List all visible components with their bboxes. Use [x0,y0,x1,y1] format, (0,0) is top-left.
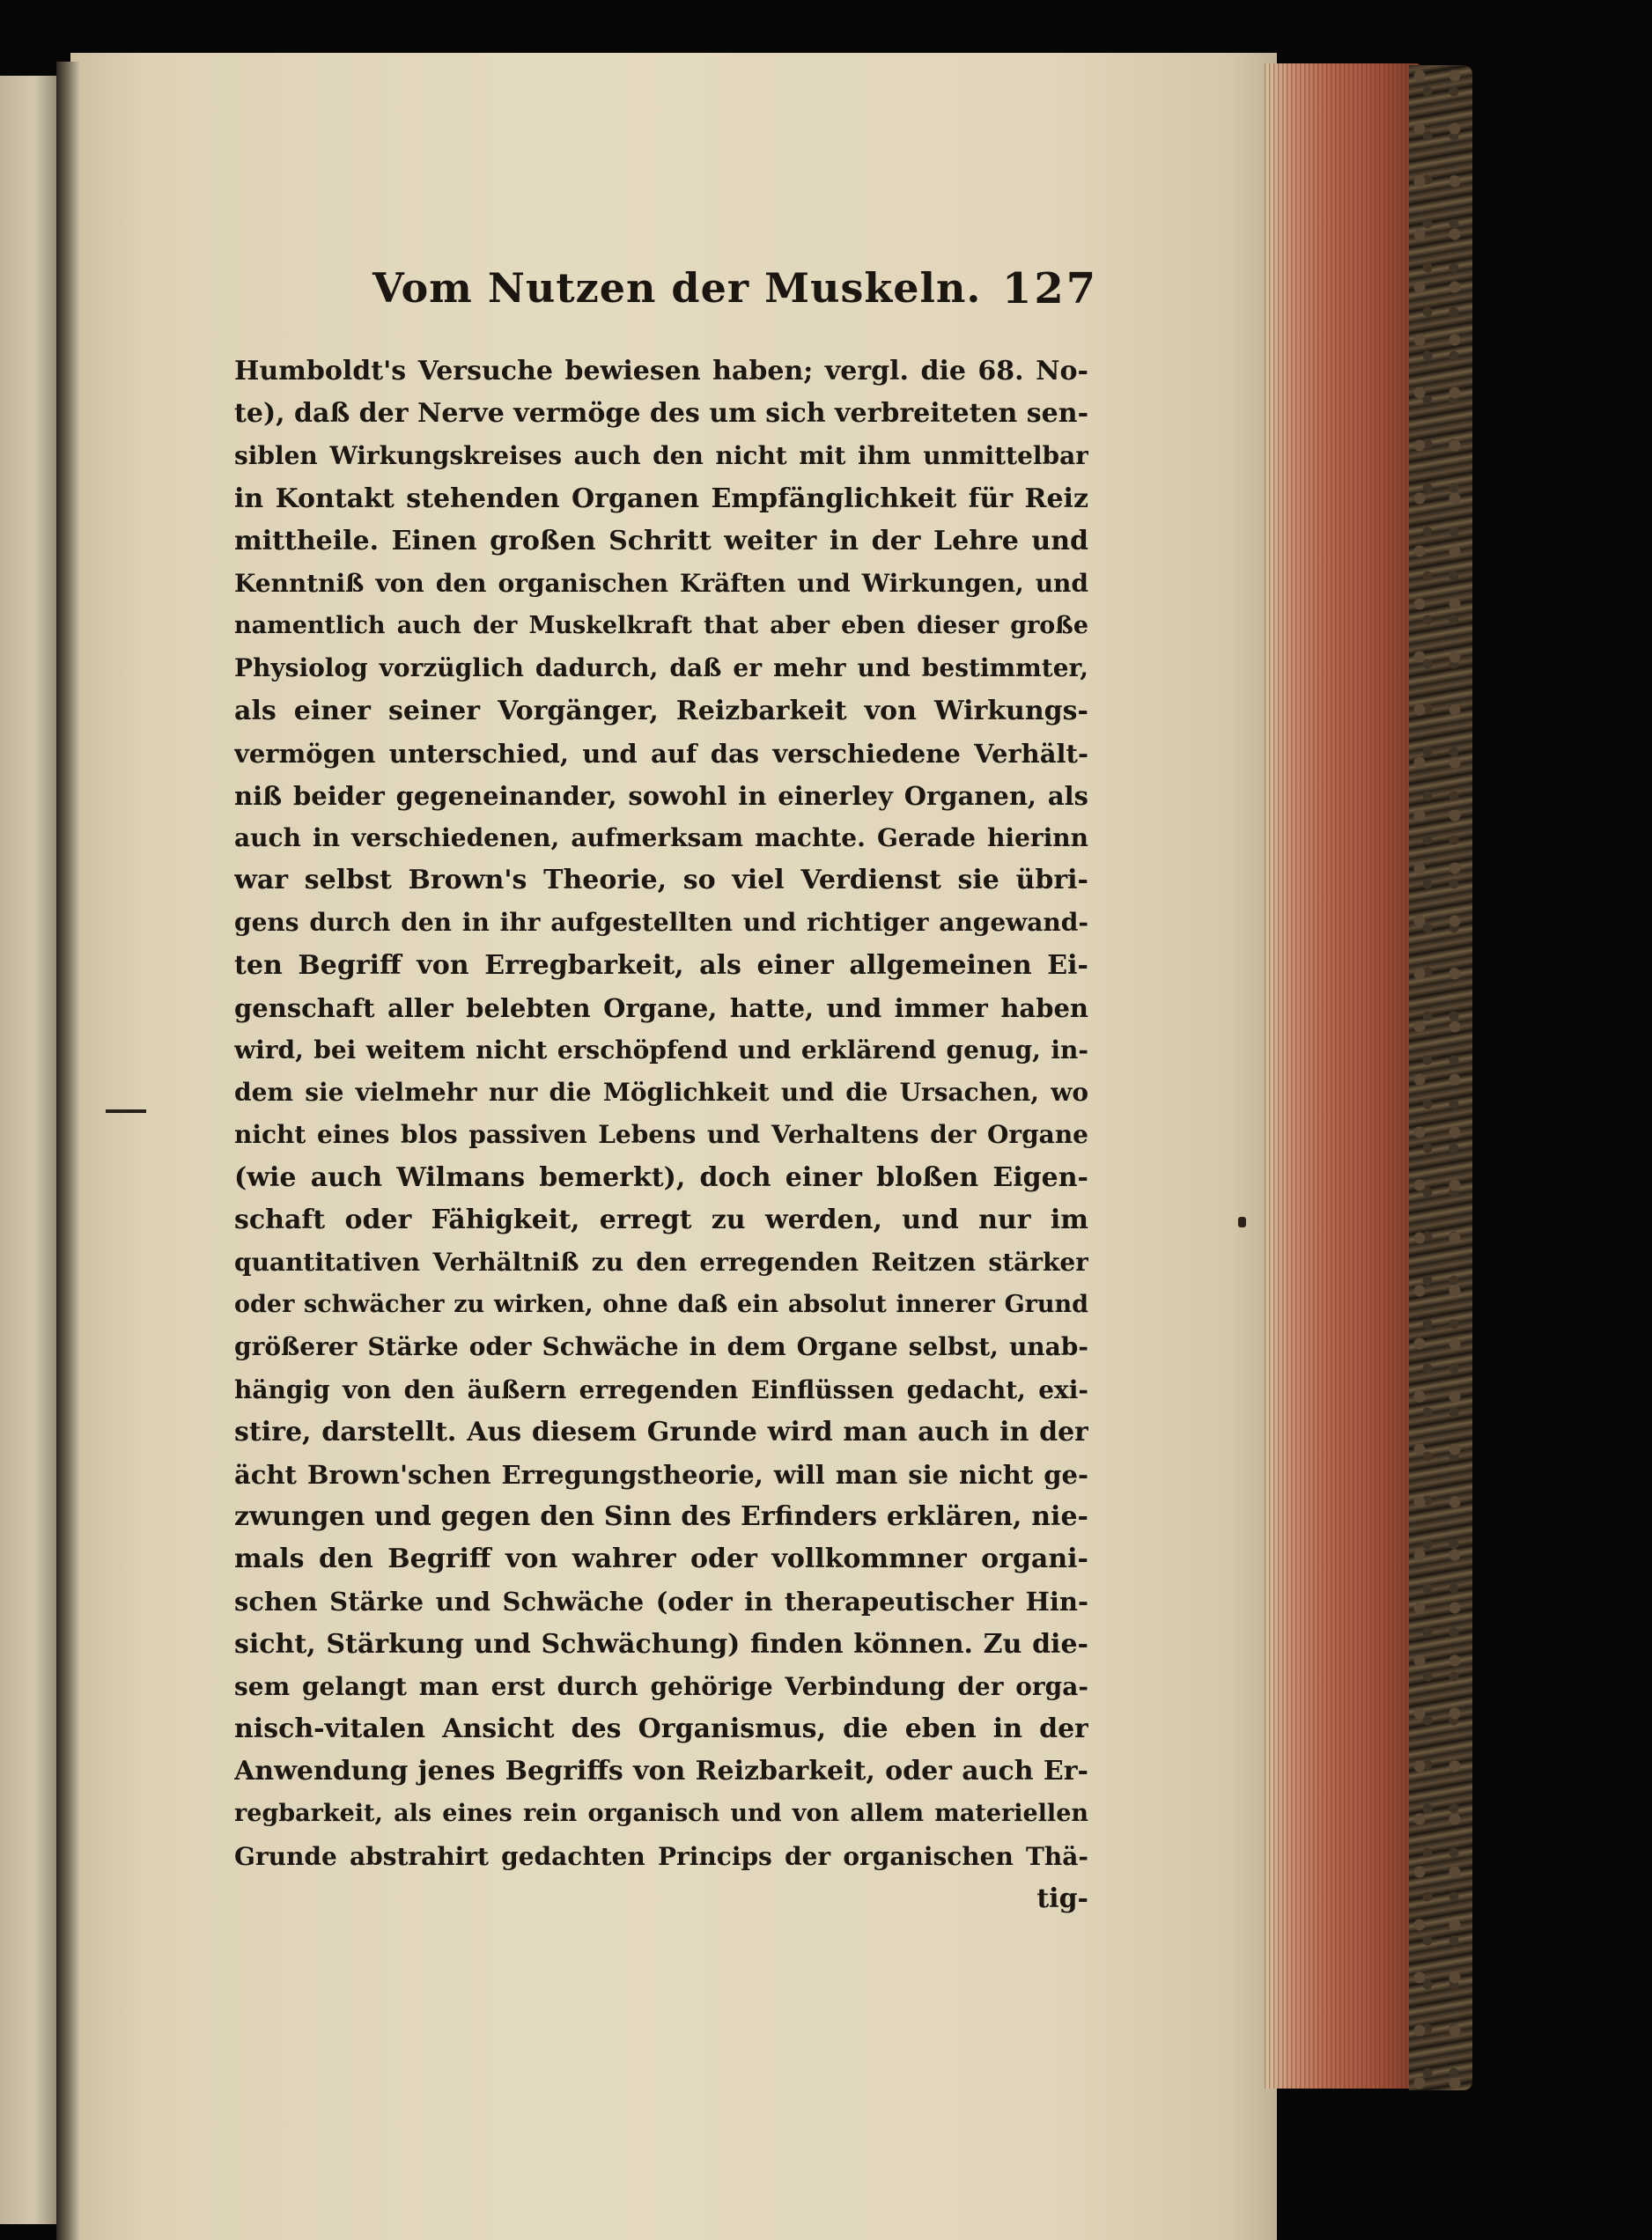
body-text [234,350,1088,1920]
text-line: größerer Stärke oder Schwäche in dem Organe selbst, unab- [234,1332,1088,1362]
text-line: vermögen unterschied, und auf das verschiedene Verhält- [234,738,1088,769]
text-line: Physiolog vorzüglich dadurch, daß er mehr und bestimmter, [234,653,1088,683]
text-line: te), daß der Nerve vermöge des um sich verbreiteten sen- [234,398,1088,430]
text-line: Anwendung jenes Begriffs von Reizbarkeit, oder auch Er- [234,1756,1088,1787]
text-line: ten Begriff von Erregbarkeit, als einer allgemeinen Ei- [234,949,1088,981]
margin-mark [106,1109,146,1113]
page-fore-edge [1265,63,1421,2089]
text-line: war selbst Brown's Theorie, so viel Verdienst sie übri- [234,865,1088,896]
running-head: Vom Nutzen der Muskeln. [372,264,982,312]
text-line: wird, bei weitem nicht erschöpfend und erklärend genug, in- [234,1035,1088,1065]
text-line: in Kontakt stehenden Organen Empfänglichkeit für Reiz [234,483,1088,514]
text-line: nicht eines blos passiven Lebens und Verhaltens der Organe [234,1120,1088,1150]
text-line: siblen Wirkungskreises auch den nicht mit ihm unmittelbar [234,441,1088,471]
text-line: als einer seiner Vorgänger, Reizbarkeit von Wirkungs- [234,695,1088,726]
page-number: 127 [1002,264,1099,313]
catchword: tig- [1036,1883,1088,1914]
text-line: genschaft aller belebten Organe, hatte, und immer haben [234,992,1088,1023]
text-line: mals den Begriff von wahrer oder vollkommner organi- [234,1544,1088,1575]
margin-dot [1238,1217,1246,1227]
text-line: schen Stärke und Schwäche (oder in therapeutischer Hin- [234,1587,1088,1617]
text-line: Kenntniß von den organischen Kräften und Wirkungen, und [234,568,1088,598]
text-line: regbarkeit, als eines rein organisch und von allem materiellen [234,1800,1088,1828]
text-line: quantitativen Verhältniß zu den erregenden Reitzen stärker [234,1247,1088,1277]
book-gutter [56,62,79,2240]
text-line: oder schwächer zu wirken, ohne daß ein absolut innerer Grund [234,1291,1088,1319]
text-line: niß beider gegeneinander, sowohl in einerley Organen, als [234,780,1088,811]
marbled-cover [1409,65,1472,2090]
text-line: dem sie vielmehr nur die Möglichkeit und die Ursachen, wo [234,1078,1088,1108]
text-line: schaft oder Fähigkeit, erregt zu werden, und nur im [234,1204,1088,1235]
text-line: Grunde abstrahirt gedachten Princips der organischen Thä- [234,1841,1088,1871]
text-line: gens durch den in ihr aufgestellten und richtiger angewand- [234,908,1088,938]
text-line: (wie auch Wilmans bemerkt), doch einer bloßen Eigen- [234,1161,1088,1193]
text-line: hängig von den äußern erregenden Einflüssen gedacht, exi- [234,1374,1088,1404]
text-line: auch in verschiedenen, aufmerksam machte. Gerade hierinn [234,823,1088,853]
text-line: Humboldt's Versuche bewiesen haben; vergl. die 68. No- [234,356,1088,387]
page-header [0,264,1652,317]
text-line: namentlich auch der Muskelkraft that aber eben dieser große [234,612,1088,640]
text-line: mittheile. Einen großen Schritt weiter in der Lehre und [234,525,1088,556]
text-line: nisch-vitalen Ansicht des Organismus, die eben in der [234,1713,1088,1744]
text-line: stire, darstellt. Aus diesem Grunde wird man auch in der [234,1416,1088,1448]
facing-page-edge [0,76,56,2224]
text-line: sicht, Stärkung und Schwächung) finden können. Zu die- [234,1628,1088,1660]
text-line: ächt Brown'schen Erregungstheorie, will man sie nicht ge- [234,1459,1088,1490]
text-line: sem gelangt man erst durch gehörige Verbindung der orga- [234,1671,1088,1701]
text-line: zwungen und gegen den Sinn des Erfinders erklären, nie- [234,1501,1088,1533]
